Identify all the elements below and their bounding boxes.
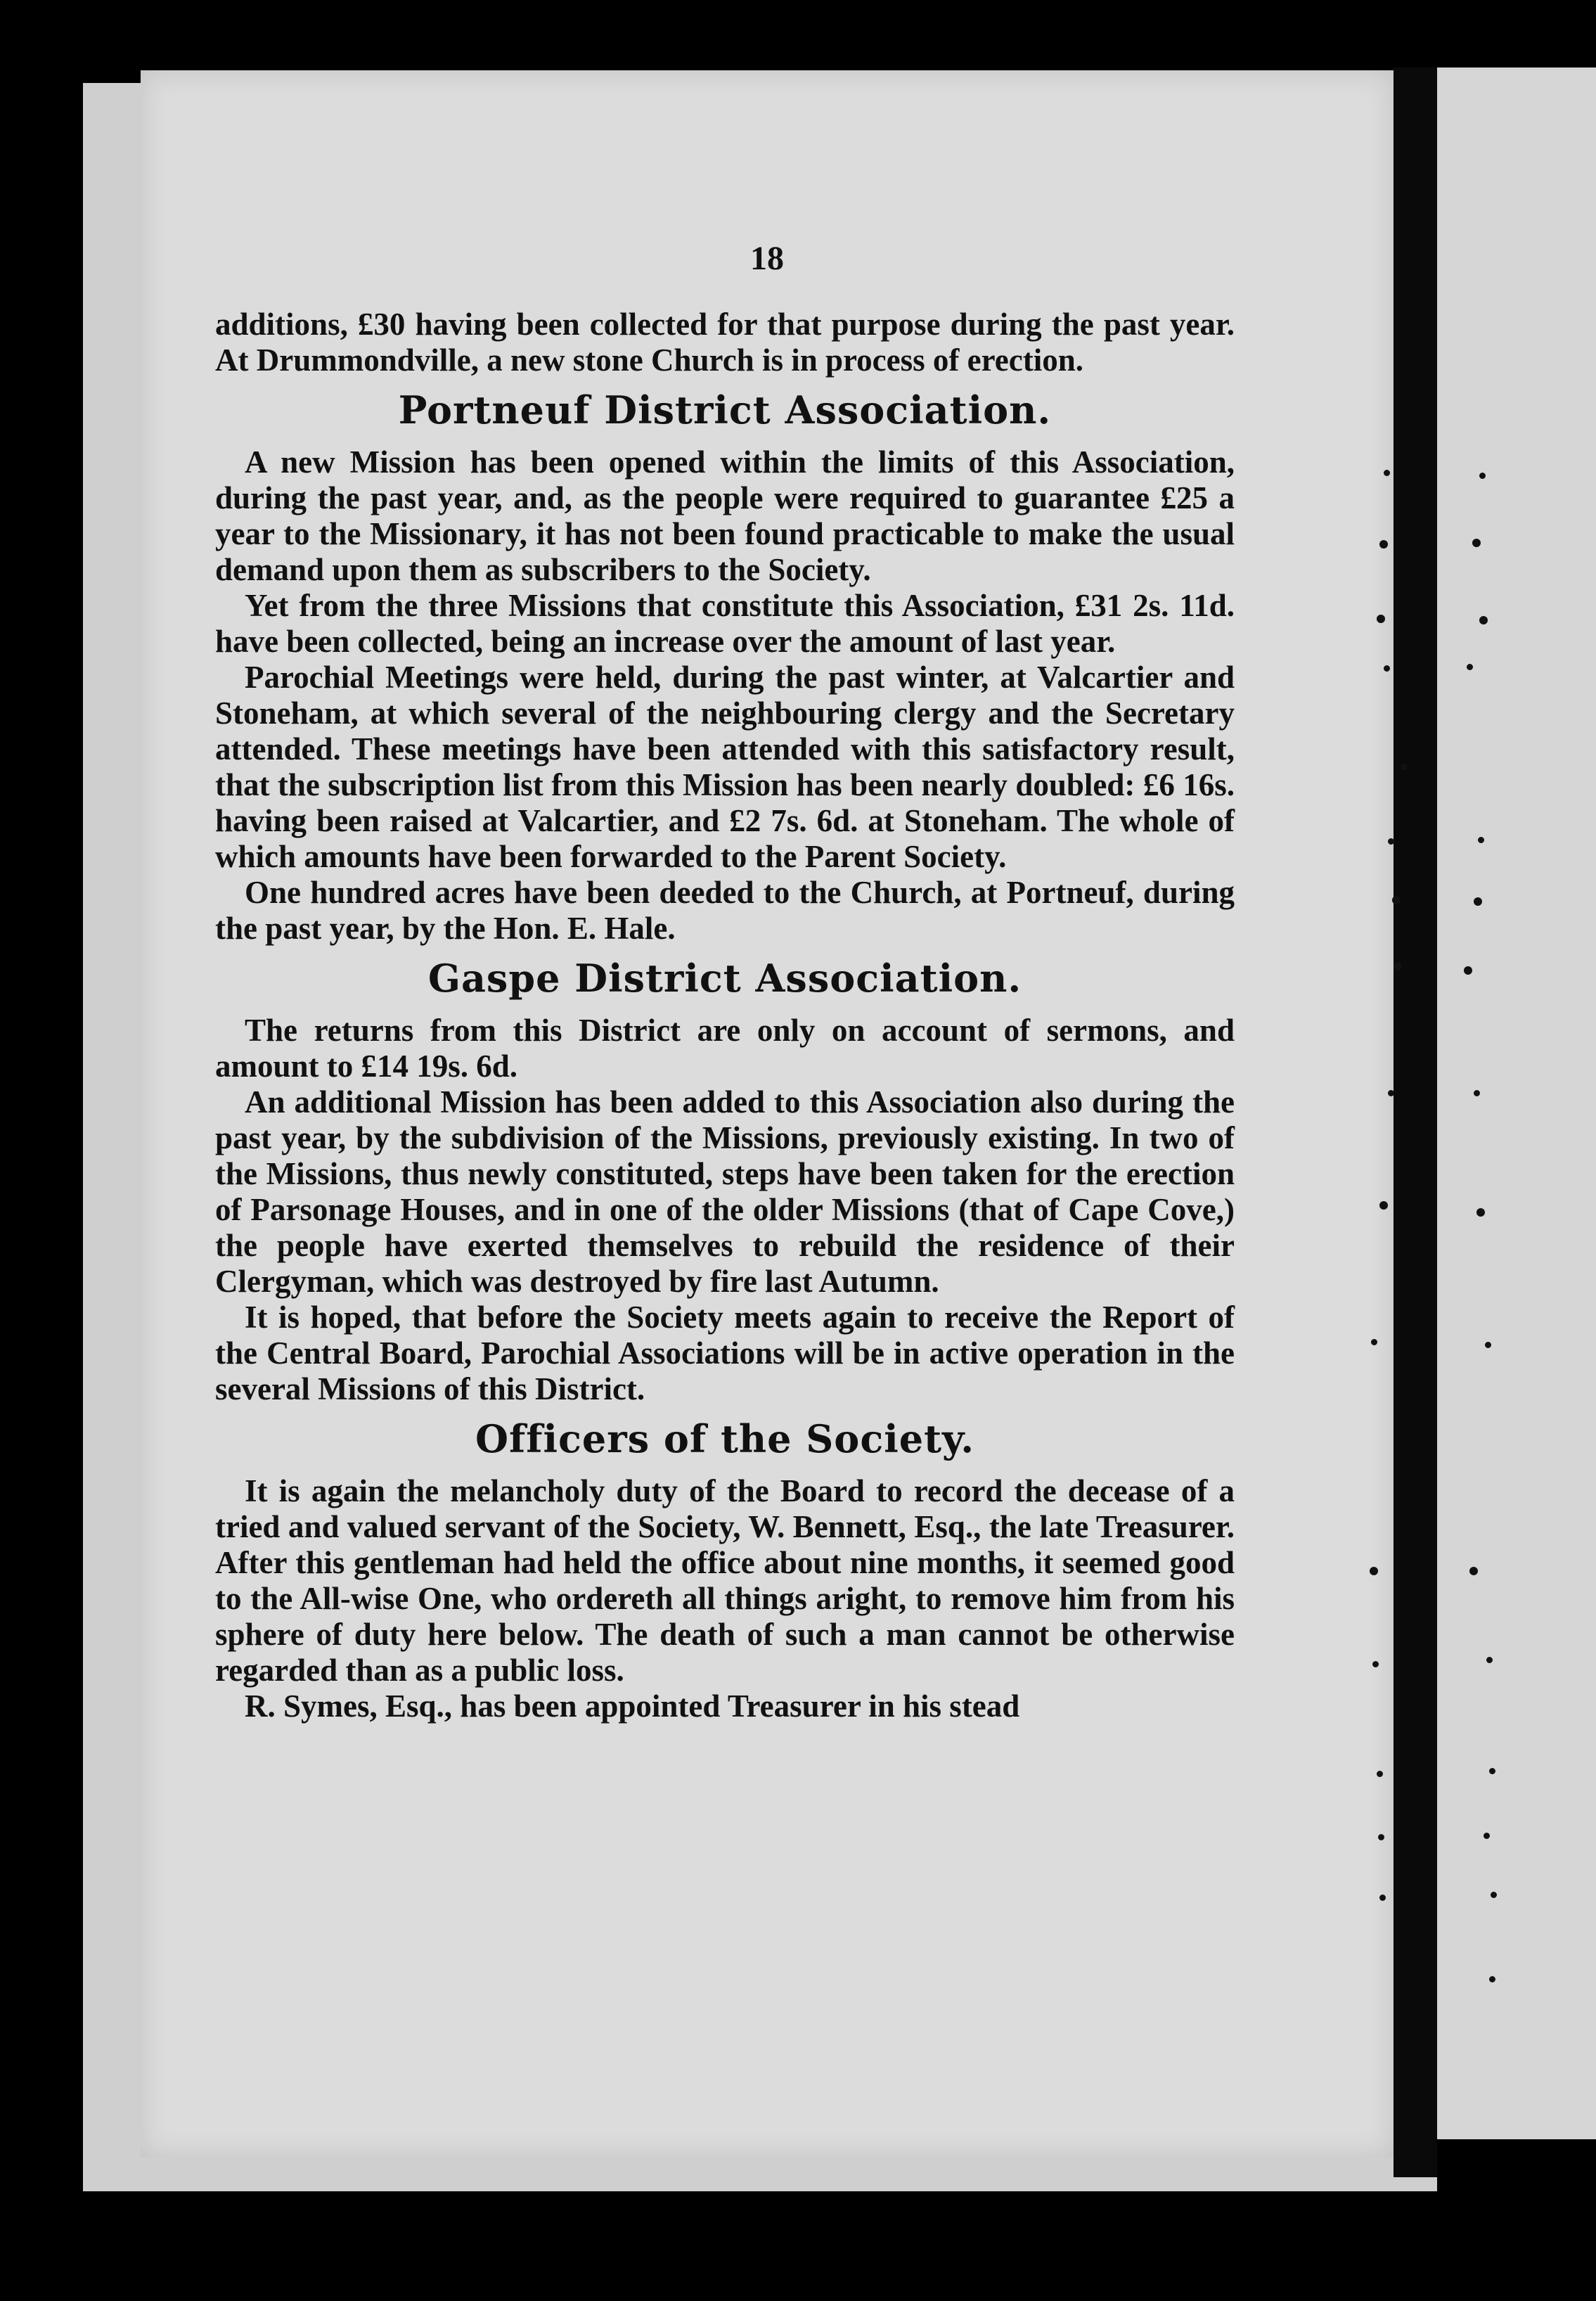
ink-speck <box>1384 470 1390 476</box>
ink-speck <box>1372 1661 1379 1667</box>
section-heading: Portneuf District Association. <box>398 387 1052 432</box>
ink-speck <box>1479 616 1488 624</box>
ink-speck <box>1469 1567 1478 1575</box>
ink-speck <box>1489 1768 1495 1774</box>
paragraph: Parochial Meetings were held, during the past winter, at Valcartier and Stoneham, at which several of the neighbouring clergy and the Secretary attended. These meetings have been attended with this satisfactory result, that the subscription list from this Mission has been nearly doubled: £6 16s. having been raised at Valcartier, and £2 7s. 6d. at Stoneham. The whole of which amounts have been forwarded to the Parent Society. <box>215 660 1235 874</box>
ink-speck <box>1370 1567 1378 1575</box>
paragraph: A new Mission has been opened within the limits of this Association, during the past year, and, as the people were required to guarantee £25 a year to the Missionary, it has not been found practicable to make the usual demand upon them as subscribers to the Society. <box>215 444 1235 587</box>
ink-speck <box>1394 962 1402 970</box>
ink-speck <box>1388 1090 1394 1096</box>
ink-speck <box>1377 1771 1383 1777</box>
ink-speck <box>1392 896 1401 904</box>
paragraph: It is again the melancholy duty of the Board to record the decease of a tried and valued servant of the Society, W. Bennett, Esq., the late Treasurer. After this gentleman had held the office about nine months, it seemed good to the All-wise One, who ordereth all things aright, to remove him from his sphere of duty here below. The death of such a man cannot be otherwise regarded than as a public loss. <box>215 1473 1235 1688</box>
ink-speck <box>1484 1833 1490 1839</box>
paragraph: It is hoped, that before the Society meets again to receive the Report of the Central Board, Parochial Associations will be in active operation in the several Missions of this District. <box>215 1300 1235 1406</box>
book-gutter <box>1394 68 1437 2177</box>
ink-speck <box>1379 1895 1386 1901</box>
ink-speck <box>1378 1834 1384 1840</box>
ink-speck <box>1474 897 1482 906</box>
section-heading: Gaspe District Association. <box>427 956 1022 1001</box>
facing-page-edge <box>1437 68 1596 2139</box>
document-page <box>141 70 1394 2158</box>
ink-speck <box>1388 838 1394 845</box>
ink-speck <box>1479 473 1486 479</box>
ink-speck <box>1467 664 1473 670</box>
ink-speck <box>1489 1976 1495 1982</box>
ink-speck <box>1491 1892 1497 1898</box>
paragraph: One hundred acres have been deeded to the Church, at Portneuf, during the past year, by the Hon. E. Hale. <box>215 875 1235 946</box>
paragraph: An additional Mission has been added to this Association also during the past year, by the subdivision of the Missions, previously existing. In two of the Missions, thus newly constituted, steps have been taken for the erection of Parsonage Houses, and in one of the older Missions (that of Cape Cove,) the people have exerted themselves to rebuild the residence of their Clergyman, which was destroyed by fire last Autumn. <box>215 1084 1235 1299</box>
paragraph: The returns from this District are only on account of sermons, and amount to £14 19s. 6d. <box>215 1013 1235 1084</box>
ink-speck <box>1464 966 1472 975</box>
ink-speck <box>1478 837 1484 843</box>
ink-speck <box>1486 1657 1493 1663</box>
page-body <box>215 307 1235 1724</box>
ink-speck <box>1472 539 1481 547</box>
page-number: 18 <box>750 240 784 277</box>
ink-speck <box>1379 1201 1388 1210</box>
ink-speck <box>1379 540 1388 549</box>
ink-speck <box>1371 1339 1377 1345</box>
paragraph: Yet from the three Missions that constitute this Association, £31 2s. 11d. have been collected, being an increase over the amount of last year. <box>215 588 1235 659</box>
ink-speck <box>1384 665 1390 672</box>
ink-speck <box>1476 1208 1485 1217</box>
ink-speck <box>1485 1342 1491 1348</box>
ink-speck <box>1401 764 1407 770</box>
section-heading: Officers of the Society. <box>475 1416 974 1461</box>
ink-speck <box>1474 1090 1480 1096</box>
ink-speck <box>1377 615 1385 623</box>
paragraph: additions, £30 having been collected for that purpose during the past year. At Drummondville, a new stone Church is in process of erection. <box>215 307 1235 378</box>
paragraph: R. Symes, Esq., has been appointed Treasurer in his stead <box>245 1688 1020 1724</box>
